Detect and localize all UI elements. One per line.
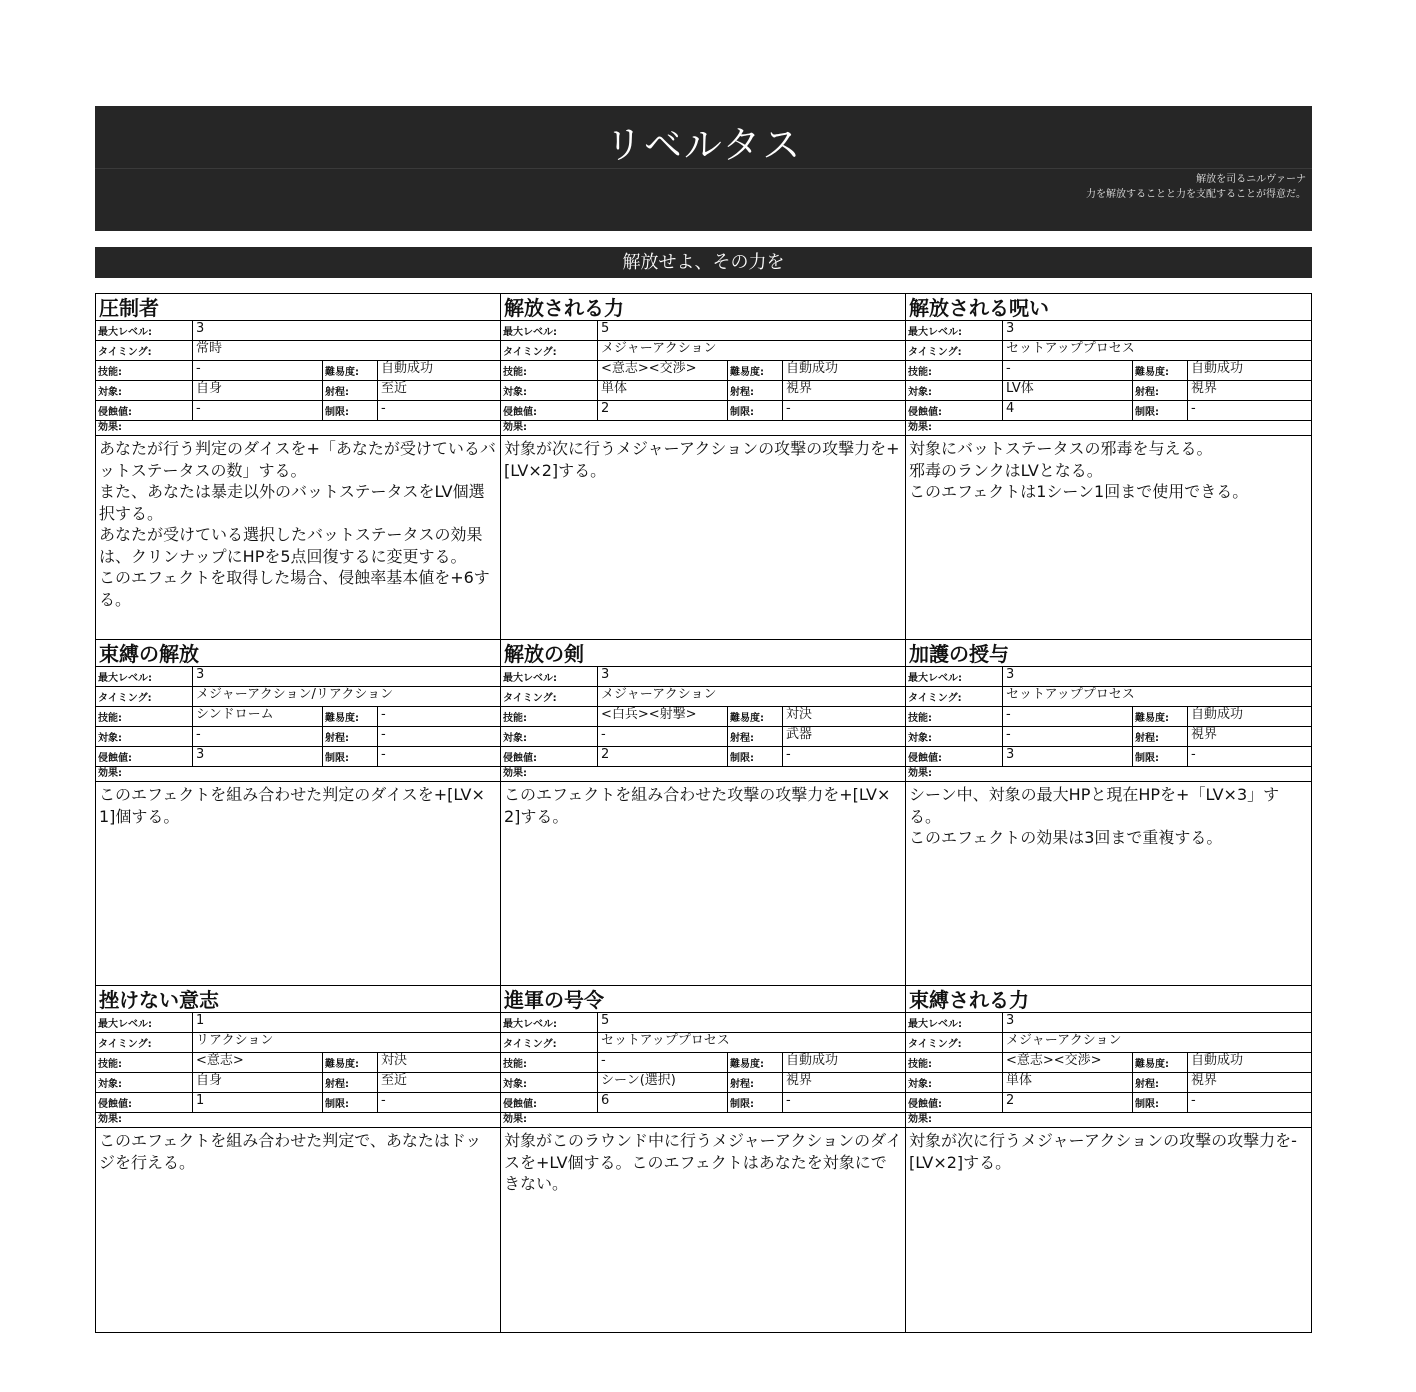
effect-text	[96, 436, 500, 610]
range-value: 視界	[786, 1073, 813, 1088]
effect-paragraph: 邪毒のランクはLVとなる。	[909, 460, 1103, 480]
max-level-value: 1	[196, 1013, 205, 1028]
skill-row	[906, 1053, 1311, 1073]
limit-value: -	[381, 747, 386, 762]
target-value: 自身	[193, 1073, 323, 1092]
effect-card	[501, 294, 906, 640]
card-name: 圧制者	[96, 294, 500, 321]
limit-label: 制限:	[323, 1093, 378, 1112]
effect-paragraph: あなたが行う判定のダイスを+「あなたが受けているバットステータスの数」する。	[99, 439, 496, 480]
range-value: -	[381, 727, 386, 742]
skill-value: <意志><交渉>	[1003, 1053, 1133, 1072]
max-level-label: 最大レベル:	[501, 667, 598, 686]
card-name: 束縛される力	[906, 986, 1311, 1013]
timing-label: タイミング:	[906, 341, 1003, 360]
effect-paragraph: 対象が次に行うメジャーアクションの攻撃の攻撃力を+[LV×2]する。	[504, 439, 900, 480]
range-label: 射程:	[1133, 381, 1188, 400]
effect-paragraph: このエフェクトを組み合わせた判定のダイスを+[LV×1]個する。	[99, 785, 485, 826]
effect-card	[906, 986, 1311, 1332]
max-level-label: 最大レベル:	[96, 667, 193, 686]
effect-text	[906, 1128, 1311, 1173]
difficulty-value: 対決	[786, 707, 813, 722]
target-row	[501, 381, 905, 401]
skill-value: <意志>	[193, 1053, 323, 1072]
skill-value: -	[1003, 361, 1133, 380]
effect-card	[96, 294, 501, 640]
difficulty-value: 対決	[381, 1053, 408, 1068]
header-banner	[95, 106, 1312, 231]
range-value: 視界	[1191, 1073, 1218, 1088]
timing-label: タイミング:	[906, 1033, 1003, 1052]
limit-value: -	[1191, 401, 1196, 416]
difficulty-label: 難易度:	[1133, 707, 1188, 726]
limit-value: -	[786, 747, 791, 762]
range-label: 射程:	[323, 1073, 378, 1092]
difficulty-label: 難易度:	[323, 1053, 378, 1072]
max-level-row	[501, 1013, 905, 1033]
max-level-value: 3	[1006, 321, 1015, 336]
target-label: 対象:	[906, 381, 1003, 400]
range-label: 射程:	[1133, 1073, 1188, 1092]
target-row	[501, 727, 905, 747]
timing-label: タイミング:	[96, 1033, 193, 1052]
range-label: 射程:	[1133, 727, 1188, 746]
timing-label: タイミング:	[906, 687, 1003, 706]
max-level-value: 3	[601, 667, 610, 682]
erosion-label: 侵蝕値:	[96, 747, 193, 766]
card-name: 挫けない意志	[96, 986, 500, 1013]
limit-value: -	[1191, 1093, 1196, 1108]
timing-label: タイミング:	[501, 341, 598, 360]
max-level-value: 5	[601, 321, 610, 336]
target-label: 対象:	[906, 727, 1003, 746]
timing-value: セットアッププロセス	[1006, 341, 1135, 356]
erosion-value: -	[193, 401, 323, 420]
max-level-row	[96, 321, 500, 341]
difficulty-value: -	[381, 707, 386, 722]
effect-paragraph: このエフェクトを組み合わせた判定で、あなたはドッジを行える。	[99, 1131, 482, 1172]
erosion-value: 3	[1003, 747, 1133, 766]
effect-text	[906, 782, 1311, 849]
timing-value: 常時	[196, 341, 223, 356]
max-level-value: 3	[196, 667, 205, 682]
timing-value: セットアッププロセス	[1006, 687, 1135, 702]
difficulty-label: 難易度:	[1133, 1053, 1188, 1072]
subtitle-bar: 解放せよ、その力を	[95, 247, 1312, 278]
erosion-label: 侵蝕値:	[906, 401, 1003, 420]
effect-paragraph: 対象が次に行うメジャーアクションの攻撃の攻撃力を-[LV×2]する。	[909, 1131, 1297, 1172]
target-row	[906, 381, 1311, 401]
target-row	[96, 1073, 500, 1093]
target-label: 対象:	[501, 381, 598, 400]
header-desc-line-2: 力を解放することと力を支配することが得意だ。	[1086, 189, 1306, 200]
effect-label-row	[96, 767, 500, 782]
effect-text	[96, 1128, 500, 1173]
effect-label-row	[906, 767, 1311, 782]
range-value: 視界	[1191, 727, 1218, 742]
max-level-label: 最大レベル:	[96, 321, 193, 340]
max-level-label: 最大レベル:	[501, 321, 598, 340]
difficulty-label: 難易度:	[1133, 361, 1188, 380]
skill-label: 技能:	[906, 707, 1003, 726]
timing-label: タイミング:	[501, 1033, 598, 1052]
skill-label: 技能:	[96, 1053, 193, 1072]
difficulty-label: 難易度:	[728, 361, 783, 380]
target-value: LV体	[1003, 381, 1133, 400]
timing-value: メジャーアクション	[601, 341, 717, 356]
limit-label: 制限:	[1133, 747, 1188, 766]
target-label: 対象:	[501, 1073, 598, 1092]
target-value: -	[598, 727, 728, 746]
max-level-value: 3	[196, 321, 205, 336]
erosion-label: 侵蝕値:	[96, 401, 193, 420]
timing-label: タイミング:	[96, 687, 193, 706]
card-name: 解放される力	[501, 294, 905, 321]
target-row	[501, 1073, 905, 1093]
limit-value: -	[786, 401, 791, 416]
timing-label: タイミング:	[96, 341, 193, 360]
effect-paragraph: シーン中、対象の最大HPと現在HPを+「LV×3」する。	[909, 785, 1280, 826]
erosion-row	[96, 747, 500, 767]
timing-label: タイミング:	[501, 687, 598, 706]
max-level-row	[906, 1013, 1311, 1033]
limit-label: 制限:	[1133, 401, 1188, 420]
effect-paragraph: 対象がこのラウンド中に行うメジャーアクションのダイスを+LV個する。このエフェクトはあなたを対象にできない。	[504, 1131, 902, 1193]
max-level-label: 最大レベル:	[906, 667, 1003, 686]
max-level-row	[96, 1013, 500, 1033]
target-value: 単体	[1003, 1073, 1133, 1092]
target-row	[96, 727, 500, 747]
difficulty-value: 自動成功	[1191, 1053, 1244, 1068]
effect-text	[501, 782, 905, 827]
effect-paragraph: このエフェクトの効果は3回まで重複する。	[909, 828, 1223, 847]
difficulty-value: 自動成功	[381, 361, 434, 376]
effect-card	[501, 640, 906, 986]
target-label: 対象:	[96, 1073, 193, 1092]
target-value: -	[1003, 727, 1133, 746]
erosion-row	[906, 1093, 1311, 1113]
effect-paragraph: このエフェクトは1シーン1回まで使用できる。	[909, 482, 1249, 501]
effect-label: 効果:	[908, 768, 932, 779]
header-desc-line-1: 解放を司るニルヴァーナ	[1196, 174, 1306, 185]
target-label: 対象:	[501, 727, 598, 746]
skill-value: <白兵><射撃>	[598, 707, 728, 726]
difficulty-label: 難易度:	[728, 707, 783, 726]
timing-value: メジャーアクション	[1006, 1033, 1122, 1048]
effect-label: 効果:	[503, 768, 527, 779]
max-level-value: 3	[1006, 667, 1015, 682]
limit-label: 制限:	[728, 1093, 783, 1112]
limit-label: 制限:	[728, 747, 783, 766]
effect-label: 効果:	[503, 422, 527, 433]
effect-label-row	[96, 421, 500, 436]
skill-value: <意志><交渉>	[598, 361, 728, 380]
erosion-label: 侵蝕値:	[906, 747, 1003, 766]
header-divider	[95, 168, 1312, 169]
erosion-value: 4	[1003, 401, 1133, 420]
max-level-row	[906, 667, 1311, 687]
range-label: 射程:	[728, 381, 783, 400]
difficulty-value: 自動成功	[1191, 361, 1244, 376]
effect-label-row	[906, 421, 1311, 436]
erosion-value: 3	[193, 747, 323, 766]
erosion-value: 2	[1003, 1093, 1133, 1112]
skill-label: 技能:	[96, 707, 193, 726]
range-label: 射程:	[728, 727, 783, 746]
erosion-row	[906, 401, 1311, 421]
erosion-row	[96, 401, 500, 421]
difficulty-value: 自動成功	[786, 361, 839, 376]
erosion-label: 侵蝕値:	[501, 401, 598, 420]
timing-row	[96, 687, 500, 707]
timing-value: メジャーアクション	[601, 687, 717, 702]
effect-card	[501, 986, 906, 1332]
max-level-label: 最大レベル:	[906, 1013, 1003, 1032]
target-value: シーン(選択)	[598, 1073, 728, 1092]
target-row	[906, 727, 1311, 747]
target-label: 対象:	[96, 381, 193, 400]
skill-row	[96, 707, 500, 727]
difficulty-value: 自動成功	[786, 1053, 839, 1068]
max-level-label: 最大レベル:	[96, 1013, 193, 1032]
max-level-row	[501, 321, 905, 341]
erosion-label: 侵蝕値:	[501, 1093, 598, 1112]
max-level-label: 最大レベル:	[501, 1013, 598, 1032]
skill-label: 技能:	[96, 361, 193, 380]
range-value: 至近	[381, 1073, 408, 1088]
header-description	[1086, 172, 1306, 202]
skill-row	[906, 361, 1311, 381]
erosion-row	[501, 747, 905, 767]
timing-row	[96, 341, 500, 361]
difficulty-label: 難易度:	[323, 361, 378, 380]
effect-label-row	[501, 767, 905, 782]
effect-label-row	[96, 1113, 500, 1128]
card-name: 進軍の号令	[501, 986, 905, 1013]
effect-label-row	[501, 421, 905, 436]
effect-text	[906, 436, 1311, 503]
target-row	[906, 1073, 1311, 1093]
timing-row	[501, 341, 905, 361]
skill-row	[501, 1053, 905, 1073]
range-value: 武器	[786, 727, 813, 742]
effect-label: 効果:	[98, 1114, 122, 1125]
skill-label: 技能:	[906, 361, 1003, 380]
limit-value: -	[1191, 747, 1196, 762]
erosion-value: 2	[598, 401, 728, 420]
effect-paragraph: 対象にバットステータスの邪毒を与える。	[909, 439, 1213, 458]
limit-label: 制限:	[323, 747, 378, 766]
limit-label: 制限:	[1133, 1093, 1188, 1112]
range-label: 射程:	[728, 1073, 783, 1092]
timing-row	[906, 687, 1311, 707]
timing-row	[501, 1033, 905, 1053]
skill-label: 技能:	[501, 707, 598, 726]
effect-label: 効果:	[908, 422, 932, 433]
timing-row	[906, 341, 1311, 361]
max-level-row	[96, 667, 500, 687]
target-label: 対象:	[96, 727, 193, 746]
difficulty-label: 難易度:	[728, 1053, 783, 1072]
range-value: 至近	[381, 381, 408, 396]
max-level-value: 5	[601, 1013, 610, 1028]
timing-value: セットアッププロセス	[601, 1033, 730, 1048]
target-row	[96, 381, 500, 401]
erosion-value: 2	[598, 747, 728, 766]
timing-row	[501, 687, 905, 707]
effect-text	[501, 436, 905, 481]
skill-value: -	[598, 1053, 728, 1072]
target-value: 単体	[598, 381, 728, 400]
erosion-value: 1	[193, 1093, 323, 1112]
erosion-label: 侵蝕値:	[501, 747, 598, 766]
effect-paragraph: このエフェクトを組み合わせた攻撃の攻撃力を+[LV×2]する。	[504, 785, 891, 826]
effect-label-row	[501, 1113, 905, 1128]
max-level-label: 最大レベル:	[906, 321, 1003, 340]
erosion-value: 6	[598, 1093, 728, 1112]
difficulty-value: 自動成功	[1191, 707, 1244, 722]
page-title: リベルタス	[604, 123, 803, 167]
card-name: 加護の授与	[906, 640, 1311, 667]
range-label: 射程:	[323, 727, 378, 746]
effect-label: 効果:	[98, 422, 122, 433]
skill-row	[96, 1053, 500, 1073]
target-label: 対象:	[906, 1073, 1003, 1092]
limit-value: -	[381, 1093, 386, 1108]
target-value: 自身	[193, 381, 323, 400]
skill-value: -	[1003, 707, 1133, 726]
timing-row	[96, 1033, 500, 1053]
effect-label: 効果:	[98, 768, 122, 779]
effect-text	[96, 782, 500, 827]
limit-value: -	[381, 401, 386, 416]
timing-row	[906, 1033, 1311, 1053]
erosion-label: 侵蝕値:	[96, 1093, 193, 1112]
skill-row	[96, 361, 500, 381]
effect-label-row	[906, 1113, 1311, 1128]
effect-text	[501, 1128, 905, 1195]
limit-label: 制限:	[728, 401, 783, 420]
card-name: 束縛の解放	[96, 640, 500, 667]
skill-value: シンドローム	[193, 707, 323, 726]
effect-card	[906, 640, 1311, 986]
effect-paragraph: このエフェクトを取得した場合、侵蝕率基本値を+6する。	[99, 568, 490, 609]
effect-paragraph: あなたが受けている選択したバットステータスの効果は、クリンナップにHPを5点回復するに変更する。	[99, 525, 483, 566]
skill-row	[906, 707, 1311, 727]
limit-label: 制限:	[323, 401, 378, 420]
range-value: 視界	[786, 381, 813, 396]
difficulty-label: 難易度:	[323, 707, 378, 726]
erosion-row	[96, 1093, 500, 1113]
timing-value: メジャーアクション/リアクション	[196, 687, 394, 702]
max-level-value: 3	[1006, 1013, 1015, 1028]
erosion-row	[501, 401, 905, 421]
limit-value: -	[786, 1093, 791, 1108]
card-name: 解放される呪い	[906, 294, 1311, 321]
skill-row	[501, 707, 905, 727]
effect-paragraph: また、あなたは暴走以外のバットステータスをLV個選択する。	[99, 482, 485, 523]
erosion-label: 侵蝕値:	[906, 1093, 1003, 1112]
erosion-row	[501, 1093, 905, 1113]
effect-card	[96, 986, 501, 1332]
skill-row	[501, 361, 905, 381]
effect-card-grid	[95, 293, 1312, 1333]
skill-label: 技能:	[906, 1053, 1003, 1072]
skill-value: -	[193, 361, 323, 380]
erosion-row	[906, 747, 1311, 767]
max-level-row	[906, 321, 1311, 341]
effect-card	[96, 640, 501, 986]
target-value: -	[193, 727, 323, 746]
effect-label: 効果:	[908, 1114, 932, 1125]
skill-label: 技能:	[501, 1053, 598, 1072]
card-name: 解放の剣	[501, 640, 905, 667]
range-value: 視界	[1191, 381, 1218, 396]
timing-value: リアクション	[196, 1033, 274, 1048]
range-label: 射程:	[323, 381, 378, 400]
effect-label: 効果:	[503, 1114, 527, 1125]
effect-card	[906, 294, 1311, 640]
skill-label: 技能:	[501, 361, 598, 380]
max-level-row	[501, 667, 905, 687]
